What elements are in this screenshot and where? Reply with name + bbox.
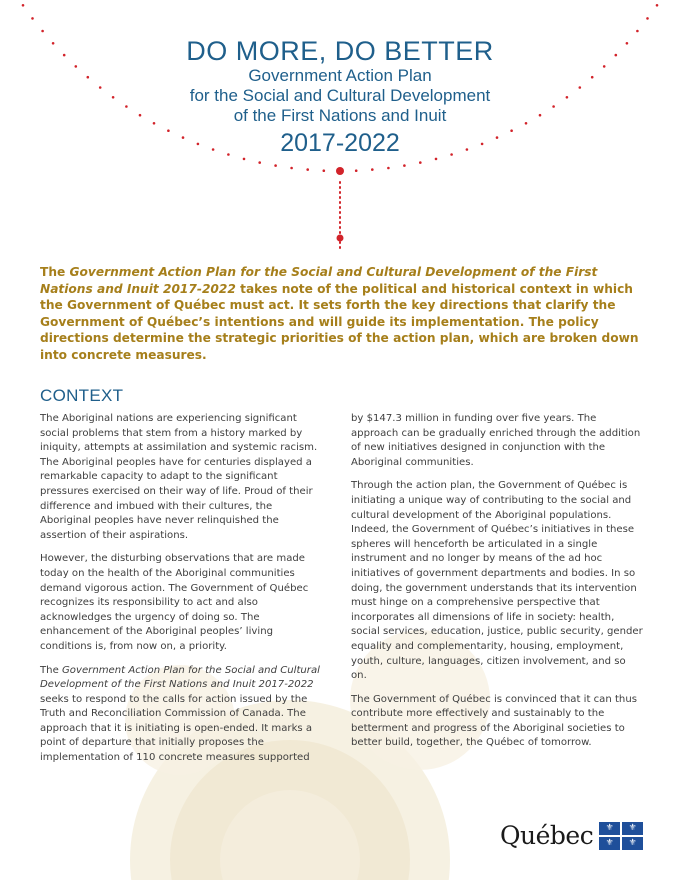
arc-center-dot-icon	[336, 167, 344, 175]
intro-plan-title: Government Action Plan for the Social and Cultural Development of the First Nations and Inuit 2017-2022	[40, 265, 598, 296]
intro-lead: The	[40, 265, 70, 279]
arc-dot-icon	[656, 4, 659, 7]
quebec-logo	[500, 821, 643, 850]
arc-dot-icon	[258, 161, 261, 164]
arc-dot-icon	[403, 164, 406, 167]
fleur-de-lis-icon: ⚜	[622, 822, 643, 835]
fleur-de-lis-icon: ⚜	[599, 822, 620, 835]
context-left-p3-plan-title: Government Action Plan for the Social and Cultural Development of the First Nations and Inuit 2017-2022	[40, 664, 320, 691]
context-left-paragraph-2: However, the disturbing observations that are made today on the health of the Aboriginal communities demand vigorous action. The Government of Québec recognizes its responsibility to act and also acknowledges the urgency of doing so. The enhancement of the Aboriginal peoples’ living conditions is, from now on, a priority.	[40, 553, 309, 652]
arc-dot-icon	[387, 167, 390, 170]
context-heading: CONTEXT	[40, 386, 124, 405]
context-left-paragraph-3	[40, 664, 320, 766]
subtitle-line-2: for the Social and Cultural Development	[189, 86, 491, 105]
arc-dot-icon	[31, 17, 34, 20]
fleur-de-lis-icon: ⚜	[622, 837, 643, 850]
arc-dot-icon	[41, 30, 44, 33]
quebec-wordmark: Québec	[500, 821, 594, 850]
document-header	[0, 36, 680, 158]
fleur-de-lis-flag-icon	[599, 822, 643, 850]
context-left-p3-lead: The	[40, 664, 62, 676]
subtitle-line-3: of the First Nations and Inuit	[233, 106, 447, 125]
arc-dot-icon	[636, 30, 639, 33]
arc-dot-icon	[22, 4, 25, 7]
context-column-left	[40, 412, 320, 775]
arc-dot-icon	[646, 17, 649, 20]
context-right-paragraph-1: by $147.3 million in funding over five years. The approach can be gradually enriched through the addition of new initiatives designed in conjunction with the Aboriginal communities.	[351, 413, 641, 468]
stem-end-dot-icon	[337, 235, 344, 242]
subtitle-line-1: Government Action Plan	[248, 66, 432, 85]
context-right-paragraph-3: The Government of Québec is convinced that it can thus contribute more effectively and sustainably to the betterment and progress of the Aboriginal societies to better build, together, the Québec of tomorrow.	[351, 693, 637, 749]
document-title: DO MORE, DO BETTER	[186, 36, 494, 66]
context-left-p3-body: seeks to respond to the calls for action issued by the Truth and Reconciliation Commission of Canada. The approach that it is initiating is open-ended. It marks a point of departure that initially proposes the implementation of 110 concrete measures supported	[40, 693, 313, 764]
arc-dot-icon	[371, 168, 374, 171]
arc-dot-icon	[274, 164, 277, 167]
document-years: 2017-2022	[280, 129, 400, 157]
context-column-right	[351, 412, 643, 760]
context-left-paragraph-1: The Aboriginal nations are experiencing significant social problems that stem from a history marked by iniquity, attempts at assimilation and systemic racism. The Aboriginal peoples have for centuries displayed a remarkable capacity to adapt to the significant pressures exercised on their way of life. Proud of their difference and imbued with their cultures, the Aboriginal peoples have never relinquished the assertion of their aspirations.	[40, 413, 318, 541]
intro-paragraph	[40, 264, 640, 364]
arc-dot-icon	[419, 161, 422, 164]
intro-body: takes note of the political and historical context in which the Government of Québec must act. It sets forth the key directions that clarify the Government of Québec’s intentions and will guide its implementation. The policy directions determine the strategic priorities of the action plan, which are broken down into concrete measures.	[40, 281, 639, 362]
arc-dot-icon	[290, 167, 293, 170]
arc-dot-icon	[323, 169, 326, 172]
context-right-paragraph-2: Through the action plan, the Government of Québec is initiating a unique way of contributing to the social and cultural development of the Aboriginal populations. Indeed, the Government of Québec’s initiatives in these spheres will henceforth be articulated in a single instrument and no longer by means of the ad hoc initiatives of government departments and bodies. In so doing, the government understands that its intervention must hinge on a comprehensive perspective that incorporates all dimensions of life in society: health, social services, education, justice, public security, gender equality and complementarity, housing, employment, youth, culture, languages, citizen involvement, and so on.	[351, 480, 643, 682]
arc-dot-icon	[355, 169, 358, 172]
fleur-de-lis-icon: ⚜	[599, 837, 620, 850]
arc-dot-icon	[306, 168, 309, 171]
